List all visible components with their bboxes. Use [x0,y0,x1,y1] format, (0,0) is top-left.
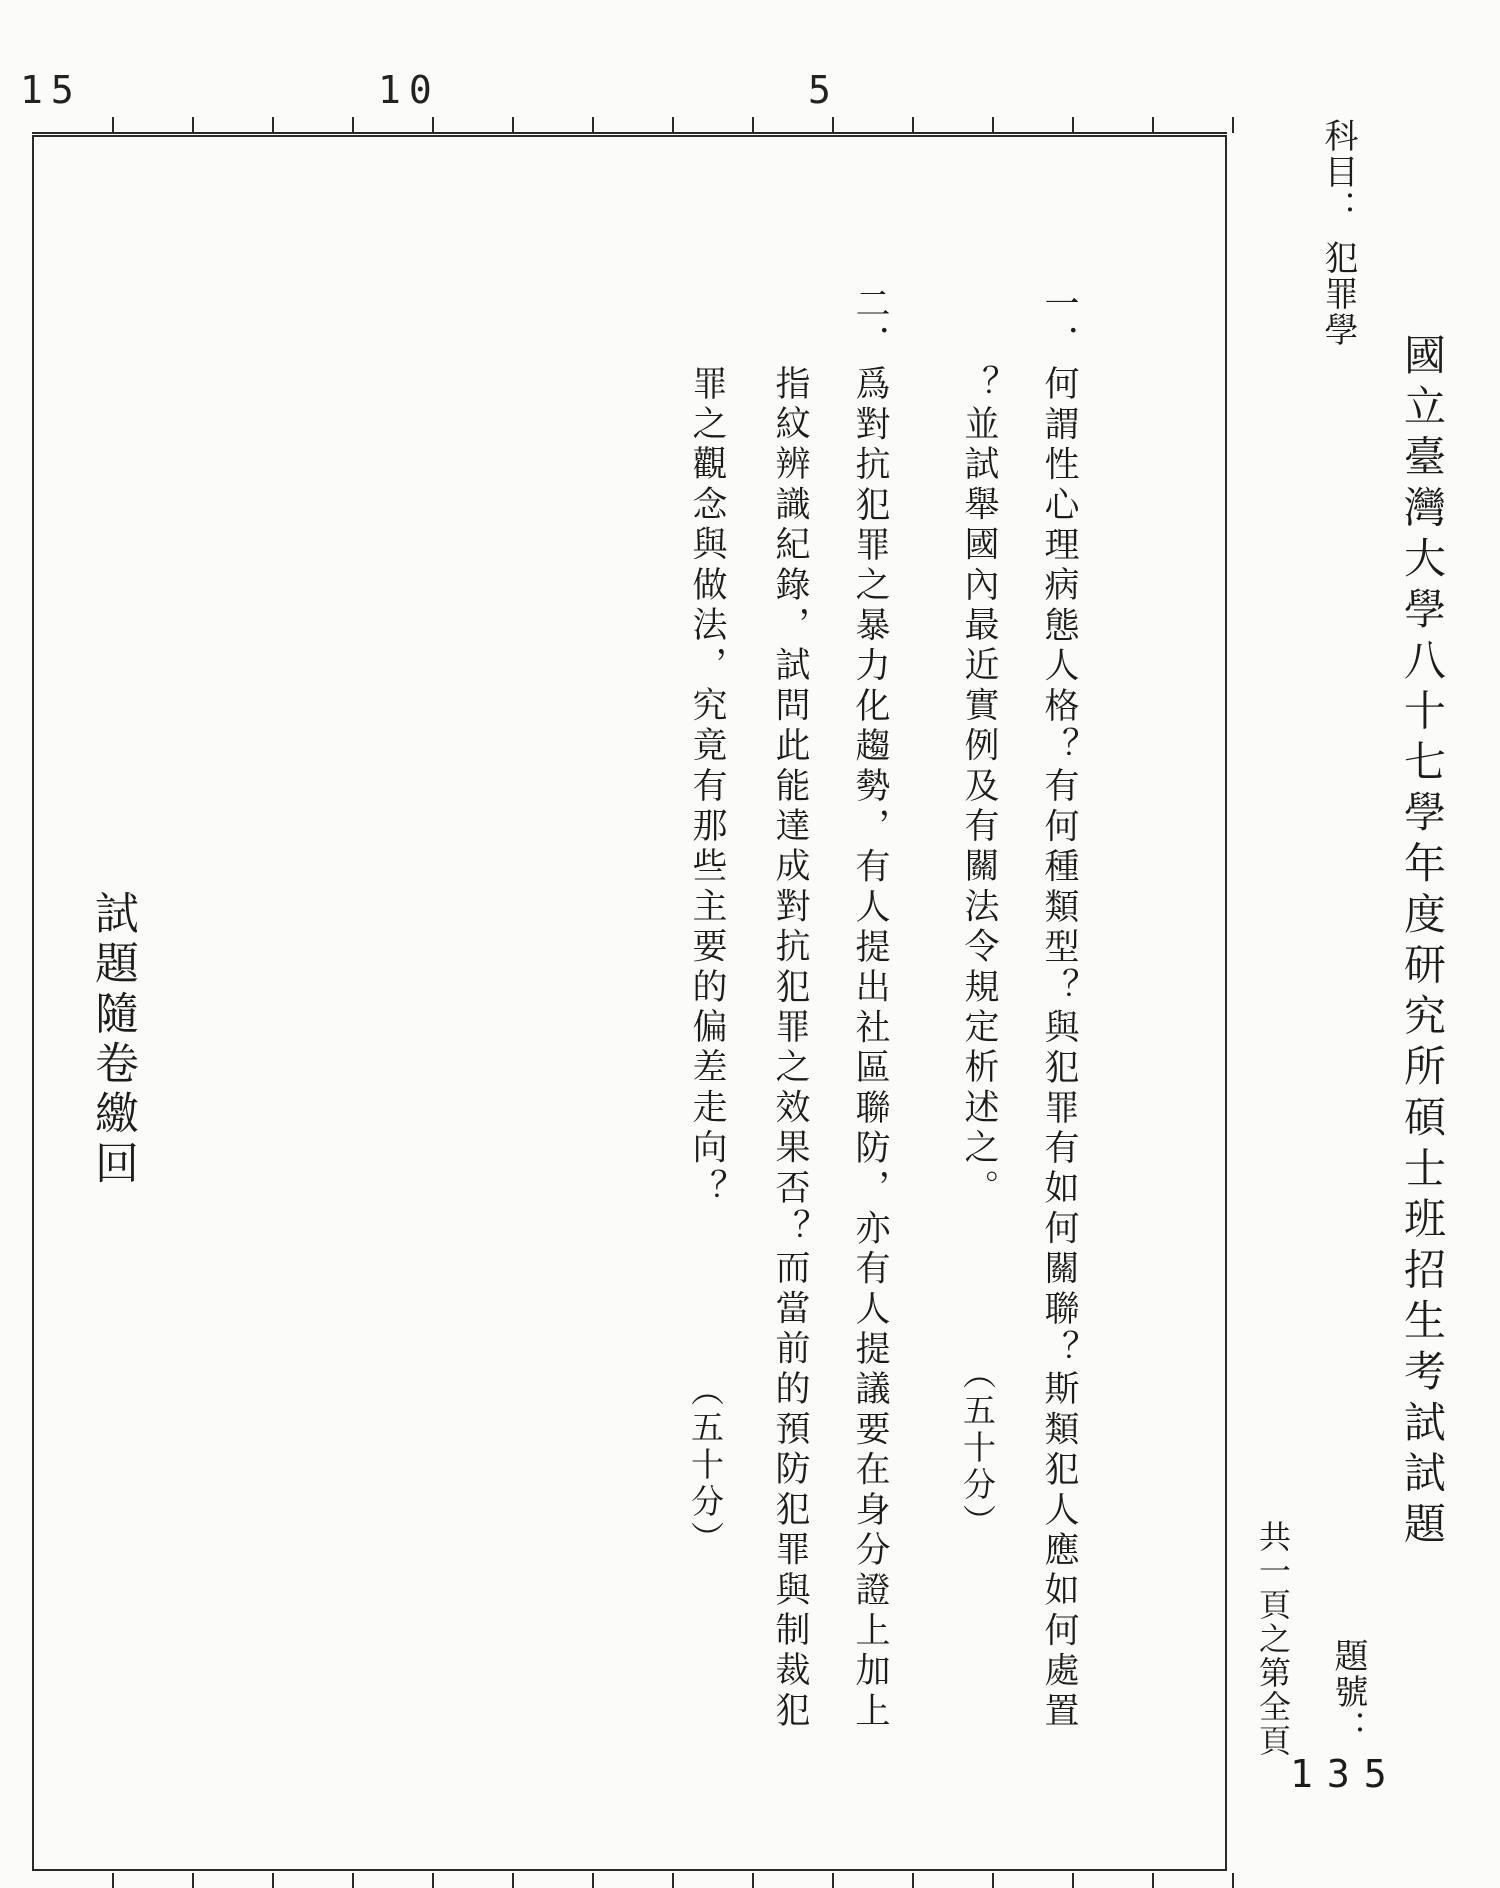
subject-value: 犯罪學 [1318,240,1358,348]
question-number-value: 135 [1290,1752,1401,1796]
question-2-line-2: 指紋辨識紀錄，試問此能達成對抗犯罪之效果否？而當前的預防犯罪與制裁犯 [770,365,810,1732]
ruler-label-15: 15 [20,68,82,112]
question-1-score: （五十分） [958,1356,997,1541]
return-with-paper-note: 試題隨卷繳回 [87,890,138,1190]
exam-title: 國立臺灣大學八十七學年度研究所碩士班招生考試試題 [1398,333,1447,1553]
question-1-line-2: ？並試舉國內最近實例及有關法令規定析述之。 [959,365,999,1210]
subject-label: 科目： [1318,118,1358,226]
question-1-line-1: 一．何謂性心理病態人格？有何種類型？與犯罪有如何關聯？斯類犯人應如何處置 [1039,285,1079,1733]
question-number-label: 題號： [1328,1638,1368,1746]
ruler-label-5: 5 [808,68,839,112]
question-2-line-3: 罪之觀念與做法，究竟有那些主要的偏差走向？ [687,365,727,1210]
ruler-label-10: 10 [378,68,440,112]
page-count-text: 共一頁之第全頁 [1254,1520,1292,1758]
question-2-score: （五十分） [686,1373,725,1558]
question-2-line-1: 二．爲對抗犯罪之暴力化趨勢，有人提出社區聯防，亦有人提議要在身分證上加上 [850,285,890,1733]
